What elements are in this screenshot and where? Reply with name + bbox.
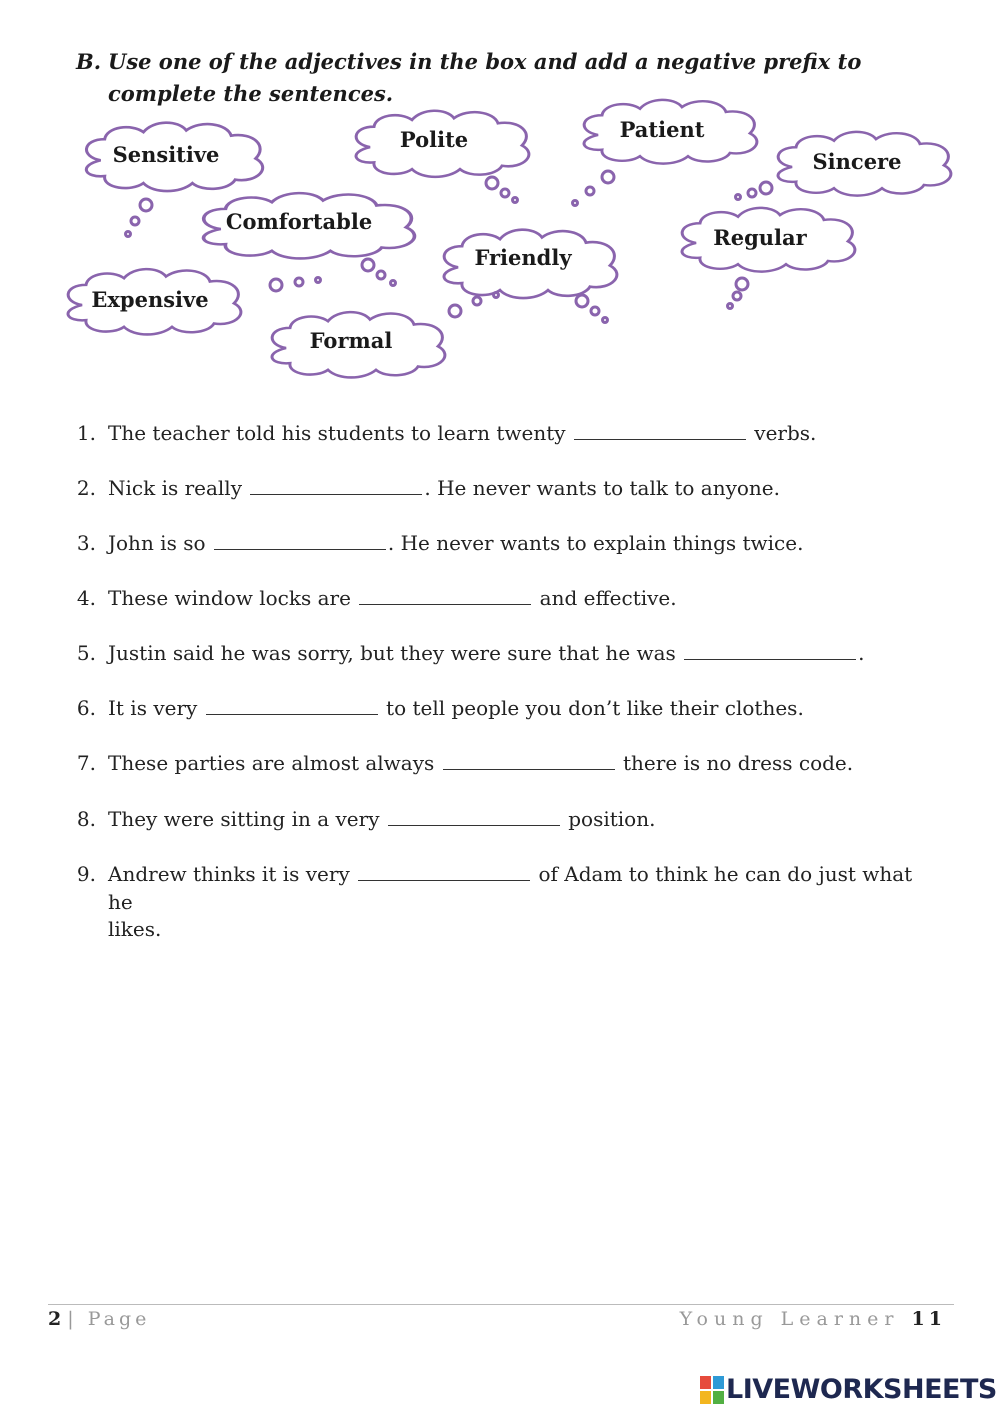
answer-blank[interactable]: [358, 860, 530, 881]
question-text-end: there is no dress code.: [616, 751, 854, 775]
question-text-end: position.: [561, 807, 656, 831]
footer-series: [680, 1308, 946, 1330]
answer-blank[interactable]: [443, 749, 615, 770]
answer-blank[interactable]: [388, 805, 560, 826]
question-text-end: .: [858, 641, 865, 665]
footer-page: [48, 1308, 150, 1330]
answer-blank[interactable]: [206, 694, 378, 715]
question-text: Andrew thinks it is very: [108, 862, 357, 886]
series-label: Young Learner: [679, 1308, 900, 1330]
page-number: 2: [48, 1308, 62, 1330]
question-text-end: . He never wants to talk to anyone.: [424, 476, 780, 500]
footer-divider: [48, 1304, 954, 1305]
answer-blank[interactable]: [359, 584, 531, 605]
question-text: They were sitting in a very: [108, 807, 386, 831]
series-number: 11: [911, 1308, 946, 1330]
answer-blank[interactable]: [684, 639, 856, 660]
answer-blank[interactable]: [250, 474, 422, 495]
question-text: Nick is really: [108, 476, 249, 500]
question-text: It is very: [108, 696, 204, 720]
page-label: | Page: [67, 1308, 151, 1330]
question-text-end: to tell people you don’t like their clothes.: [379, 696, 804, 720]
word-regular: Regular: [713, 225, 807, 250]
word-expensive: Expensive: [91, 287, 209, 312]
word-comfortable: Comfortable: [225, 209, 373, 234]
question-text-end: of Adam to think he can do just what he: [108, 862, 913, 914]
question-number: 1.: [76, 421, 96, 445]
question-text: The teacher told his students to learn twenty: [108, 421, 572, 445]
question-text-end: and effective.: [533, 586, 677, 610]
word-clouds: [0, 0, 1000, 400]
question-text: John is so: [108, 531, 212, 555]
word-patient: Patient: [619, 117, 705, 142]
question-text-end: verbs.: [747, 421, 817, 445]
instruction-letter: B.: [76, 49, 102, 74]
word-formal: Formal: [309, 328, 393, 353]
question-number: 3.: [76, 531, 96, 555]
question-number: 9.: [76, 862, 96, 886]
question-number: 2.: [76, 476, 96, 500]
word-polite: Polite: [399, 127, 469, 152]
question-number: 6.: [76, 696, 96, 720]
question-text-continued: likes.: [108, 917, 162, 941]
question-text: Justin said he was sorry, but they were sure that he was: [108, 641, 683, 665]
question-text: These parties are almost always: [108, 751, 441, 775]
brand-name[interactable]: LIVEWORKSHEETS: [726, 1374, 997, 1405]
instruction-text: Use one of the adjectives in the box and add a negative prefix to complete the sentences.: [108, 49, 862, 106]
word-friendly: Friendly: [474, 245, 572, 270]
question-number: 5.: [76, 641, 96, 665]
liveworksheets-logo-icon: [700, 1374, 726, 1408]
word-sensitive: Sensitive: [112, 142, 220, 167]
answer-blank[interactable]: [574, 419, 746, 440]
question-text-end: . He never wants to explain things twice.: [387, 531, 804, 555]
question-text: These window locks are: [108, 586, 358, 610]
question-number: 8.: [76, 807, 96, 831]
question-number: 4.: [76, 586, 96, 610]
answer-blank[interactable]: [214, 529, 386, 550]
word-sincere: Sincere: [812, 149, 902, 174]
question-number: 7.: [76, 751, 96, 775]
